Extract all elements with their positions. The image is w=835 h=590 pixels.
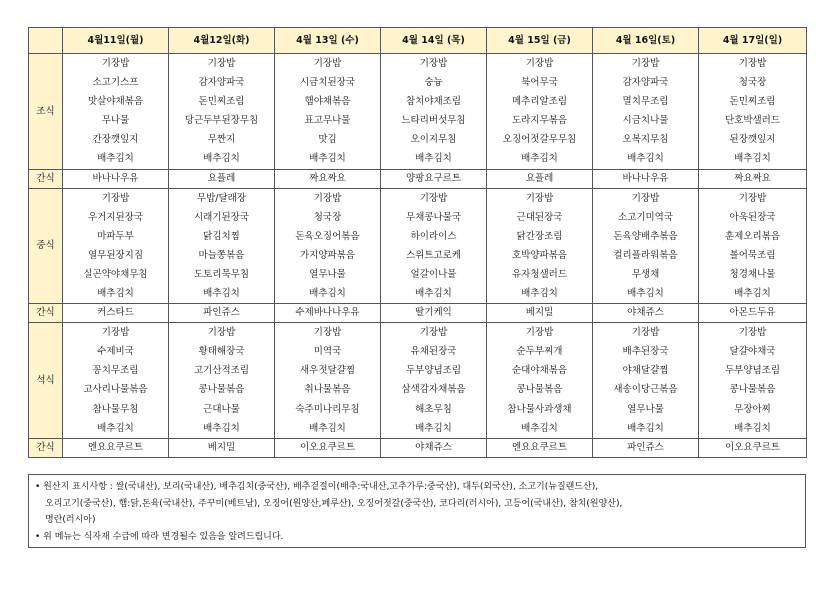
dish-item: 맛살야채볶음: [87, 96, 144, 108]
snack-row: [29, 438, 807, 457]
dish-item: 우거지된장국: [87, 211, 144, 223]
breakfast-row: [29, 54, 807, 170]
dish-item: 오복지무침: [622, 134, 669, 146]
dish-item: 무생채: [631, 268, 660, 280]
dish-item: 배추김치: [734, 288, 771, 300]
dish-item: 열무된장지짐: [87, 249, 144, 261]
dish-item: 기장밥: [419, 327, 448, 339]
dish-item: 배추김치: [627, 153, 664, 165]
menu-cell: [381, 323, 487, 439]
day-header: 4월11일(월): [63, 28, 169, 54]
dish-item: 배추김치: [309, 288, 346, 300]
dish-item: 기장밥: [419, 192, 448, 204]
dish-item: 오이지무침: [410, 134, 457, 146]
menu-cell: [593, 188, 699, 304]
menu-cell: [699, 188, 807, 304]
dish-item: 실곤약야채무침: [83, 268, 148, 280]
snack-item: 이오요쿠르트: [275, 438, 381, 457]
day-header: 4월12일(화): [169, 28, 275, 54]
dish-item: 야채달걀찜: [622, 365, 669, 377]
dish-item: 황태해장국: [198, 346, 245, 358]
snack-item: 바나나우유: [63, 169, 169, 188]
dish-item: 기장밥: [738, 192, 767, 204]
dish-item: 배추김치: [734, 422, 771, 434]
dish-item: 도토리묵무침: [193, 268, 250, 280]
snack-item: 딸기케익: [381, 304, 487, 323]
dish-item: 기장밥: [207, 58, 236, 69]
dish-item: 청국장: [313, 211, 342, 223]
dish-item: 배추김치: [627, 288, 664, 300]
dish-item: 배추김치: [309, 153, 346, 165]
snack-item: 엔요요쿠르트: [487, 438, 593, 457]
dish-item: 열무나물: [309, 268, 346, 280]
dish-item: 기장밥: [631, 327, 660, 339]
day-header-row: [29, 28, 807, 54]
dish-item: 배추김치: [415, 288, 452, 300]
dish-item: 느타리버섯무침: [401, 115, 466, 127]
dish-item: 열무나물: [627, 403, 664, 415]
snack-item: 짜요짜요: [699, 169, 807, 188]
dish-item: 배추김치: [309, 422, 346, 434]
snack-item: 양팡요구르트: [381, 169, 487, 188]
snack-item: 수제바나나우유: [275, 304, 381, 323]
snack-item: 이오요쿠르트: [699, 438, 807, 457]
dish-item: 돈육양배추볶음: [613, 230, 678, 242]
day-header: 4월 14일 (목): [381, 28, 487, 54]
dish-item: 하이라이스: [410, 230, 457, 242]
dish-item: 고기산적조림: [193, 365, 250, 377]
dish-item: 스위트고로케: [405, 249, 462, 261]
menu-cell: [381, 54, 487, 170]
dish-item: 새우젓달걀찜: [299, 365, 356, 377]
snack-item: 요플레: [487, 169, 593, 188]
dish-item: 된장깻잎지: [729, 134, 776, 146]
dish-item: 컬리플라워볶음: [613, 249, 678, 261]
dish-item: 얼갈이나물: [410, 268, 457, 280]
dish-item: 돈육오징어볶음: [295, 230, 360, 242]
dish-item: 배추김치: [203, 153, 240, 165]
dish-item: 기장밥: [101, 192, 130, 204]
dish-item: 근대나물: [203, 403, 240, 415]
snack-row: [29, 304, 807, 323]
snack-item: 베지밀: [487, 304, 593, 323]
dish-item: 감자양파국: [622, 77, 669, 89]
origin-notice-line: • 원산지 표시사항 : 쌀(국내산), 보리(국내산), 배추김치(중국산), 배추겉절이(배추:국내산,고추가루:중국산), 대두(외국산), 소고기(뉴질랜드산),: [35, 482, 599, 492]
dish-item: 새송이당근볶음: [613, 384, 678, 396]
dish-item: 기장밥: [101, 58, 130, 69]
snack-item: 엔요요쿠르트: [63, 438, 169, 457]
dish-item: 기장밥: [207, 327, 236, 339]
dish-item: 마늘쫑볶음: [198, 249, 245, 261]
dish-item: 무짠지: [207, 134, 236, 146]
dish-item: 청경채나물: [729, 268, 776, 280]
dish-item: 수제비국: [97, 346, 134, 358]
dish-item: 아욱된장국: [729, 211, 776, 223]
dish-item: 단호박샐러드: [724, 115, 781, 127]
header-corner: [29, 28, 63, 54]
dish-item: 기장밥: [419, 58, 448, 69]
dish-item: 배추김치: [203, 422, 240, 434]
dish-item: 두부양념조림: [405, 365, 462, 377]
snack-item: 파인쥬스: [169, 304, 275, 323]
dish-item: 당근두부된장무침: [184, 115, 259, 127]
dish-item: 배추김치: [521, 288, 558, 300]
dish-item: 마파두부: [97, 230, 134, 242]
snack-item: 야채쥬스: [593, 304, 699, 323]
menu-cell: [63, 54, 169, 170]
dish-item: 순대야채볶음: [511, 365, 568, 377]
dish-item: 배추김치: [521, 422, 558, 434]
dish-item: 무채콩나물국: [405, 211, 462, 223]
dish-item: 돈민찌조림: [729, 96, 776, 108]
dish-item: 참나물무침: [92, 403, 139, 415]
dish-item: 메추리알조림: [511, 96, 568, 108]
dish-item: 기장밥: [313, 327, 342, 339]
dish-item: 표고무나물: [304, 115, 351, 127]
snack-item: 아몬드두유: [699, 304, 807, 323]
dish-item: 간장깻잎지: [92, 134, 139, 146]
dish-item: 기장밥: [631, 192, 660, 204]
dish-item: 미역국: [313, 346, 342, 358]
dish-item: 기장밥: [738, 327, 767, 339]
meal-label-breakfast: 조식: [29, 54, 63, 170]
dish-item: 닭간장조림: [516, 230, 563, 242]
dish-item: 고사리나물볶음: [83, 384, 148, 396]
dish-item: 볼어묵조림: [729, 249, 776, 261]
snack-item: 바나나우유: [593, 169, 699, 188]
snack-item: 야채쥬스: [381, 438, 487, 457]
dish-item: 해초무침: [415, 403, 452, 415]
dish-item: 멸치무조림: [622, 96, 669, 108]
menu-cell: [169, 54, 275, 170]
dish-item: 순두부찌개: [516, 346, 563, 358]
menu-cell: [275, 323, 381, 439]
dish-item: 참치야채조림: [405, 96, 462, 108]
dish-item: 소고기스프: [92, 77, 139, 89]
menu-cell: [699, 323, 807, 439]
menu-cell: [63, 323, 169, 439]
meal-label-dinner: 석식: [29, 323, 63, 439]
dish-item: 북어무국: [521, 77, 558, 89]
dish-item: 햄야채볶음: [304, 96, 351, 108]
dish-item: 배추김치: [97, 422, 134, 434]
dish-item: 삼색감자채볶음: [401, 384, 466, 396]
weekly-menu-table: [28, 27, 807, 458]
dish-item: 기장밥: [631, 58, 660, 69]
dish-item: 꽁치무조림: [92, 365, 139, 377]
dish-item: 기장밥: [313, 192, 342, 204]
dish-item: 기장밥: [525, 327, 554, 339]
menu-cell: [63, 188, 169, 304]
dish-item: 달걀야채국: [729, 346, 776, 358]
menu-cell: [699, 54, 807, 170]
notes-box: [28, 474, 806, 548]
dish-item: 숙주미나리무침: [295, 403, 360, 415]
dish-item: 청국장: [738, 77, 767, 89]
dish-item: 취나물볶음: [304, 384, 351, 396]
day-header: 4월 17일(일): [699, 28, 807, 54]
snack-item: 베지밀: [169, 438, 275, 457]
dish-item: 배추김치: [521, 153, 558, 165]
snack-item: 짜요짜요: [275, 169, 381, 188]
dish-item: 닭김치찜: [203, 230, 240, 242]
menu-cell: [275, 188, 381, 304]
snack-row: [29, 169, 807, 188]
dish-item: 감자양파국: [198, 77, 245, 89]
menu-cell: [487, 188, 593, 304]
dish-item: 배추김치: [415, 153, 452, 165]
lunch-row: [29, 188, 807, 304]
meal-label-lunch: 중식: [29, 188, 63, 304]
dish-item: 호박양파볶음: [511, 249, 568, 261]
dish-item: 기장밥: [525, 58, 554, 69]
dish-item: 배추김치: [627, 422, 664, 434]
day-header: 4월 16일(토): [593, 28, 699, 54]
dish-item: 기장밥: [101, 327, 130, 339]
dish-item: 숭늉: [424, 77, 443, 89]
menu-cell: [169, 188, 275, 304]
dish-item: 유자청샐러드: [511, 268, 568, 280]
dish-item: 기장밥: [525, 192, 554, 204]
change-notice: • 위 메뉴는 식자재 수급에 따라 변경될수 있음을 알려드립니다.: [35, 531, 284, 542]
menu-cell: [381, 188, 487, 304]
dish-item: 무밥/달래장: [196, 192, 247, 204]
dish-item: 배추김치: [97, 288, 134, 300]
dish-item: 기장밥: [738, 58, 767, 69]
dinner-row: [29, 323, 807, 439]
dish-item: 배추김치: [734, 153, 771, 165]
dish-item: 배추김치: [415, 422, 452, 434]
menu-cell: [487, 54, 593, 170]
meal-label-snack: 간식: [29, 169, 63, 188]
dish-item: 배추김치: [97, 153, 134, 165]
snack-item: 요플레: [169, 169, 275, 188]
menu-cell: [487, 323, 593, 439]
day-header: 4월 15일 (금): [487, 28, 593, 54]
menu-cell: [593, 323, 699, 439]
dish-item: 콩나물볶음: [516, 384, 563, 396]
dish-item: 배추김치: [203, 288, 240, 300]
dish-item: 시금치된장국: [299, 77, 356, 89]
menu-cell: [275, 54, 381, 170]
dish-item: 참나물사과생채: [507, 403, 572, 415]
menu-cell: [169, 323, 275, 439]
dish-item: 유채된장국: [410, 346, 457, 358]
origin-notice-line: 오리고기(중국산), 햄:닭,돈육(국내산), 주꾸미(베트남), 오징어(원양산,페루산), 오징어젓갈(중국산), 코다리(러시아), 고등어(국내산), 참치(원양산),: [45, 498, 623, 509]
meal-label-snack: 간식: [29, 304, 63, 323]
dish-item: 시래기된장국: [193, 211, 250, 223]
dish-item: 무나물: [101, 115, 130, 127]
origin-notice-line: 명란(러시아): [45, 515, 96, 525]
meal-label-snack: 간식: [29, 438, 63, 457]
dish-item: 기장밥: [313, 58, 342, 69]
dish-item: 콩나물볶음: [198, 384, 245, 396]
dish-item: 콩나물볶음: [729, 384, 776, 396]
dish-item: 소고기미역국: [617, 211, 674, 223]
dish-item: 돈민찌조림: [198, 96, 245, 108]
dish-item: 무장아찌: [734, 403, 771, 415]
menu-cell: [593, 54, 699, 170]
dish-item: 두부양념조림: [724, 365, 781, 377]
day-header: 4월 13일 (수): [275, 28, 381, 54]
dish-item: 근대된장국: [516, 211, 563, 223]
dish-item: 훈제오리볶음: [724, 230, 781, 242]
dish-item: 시금치나물: [622, 115, 669, 127]
dish-item: 맛김: [318, 134, 337, 146]
snack-item: 커스타드: [63, 304, 169, 323]
dish-item: 가지양파볶음: [299, 249, 356, 261]
snack-item: 파인쥬스: [593, 438, 699, 457]
dish-item: 배추된장국: [622, 346, 669, 358]
dish-item: 오징어젓갈무무침: [502, 134, 577, 146]
dish-item: 도라지무볶음: [511, 115, 568, 127]
